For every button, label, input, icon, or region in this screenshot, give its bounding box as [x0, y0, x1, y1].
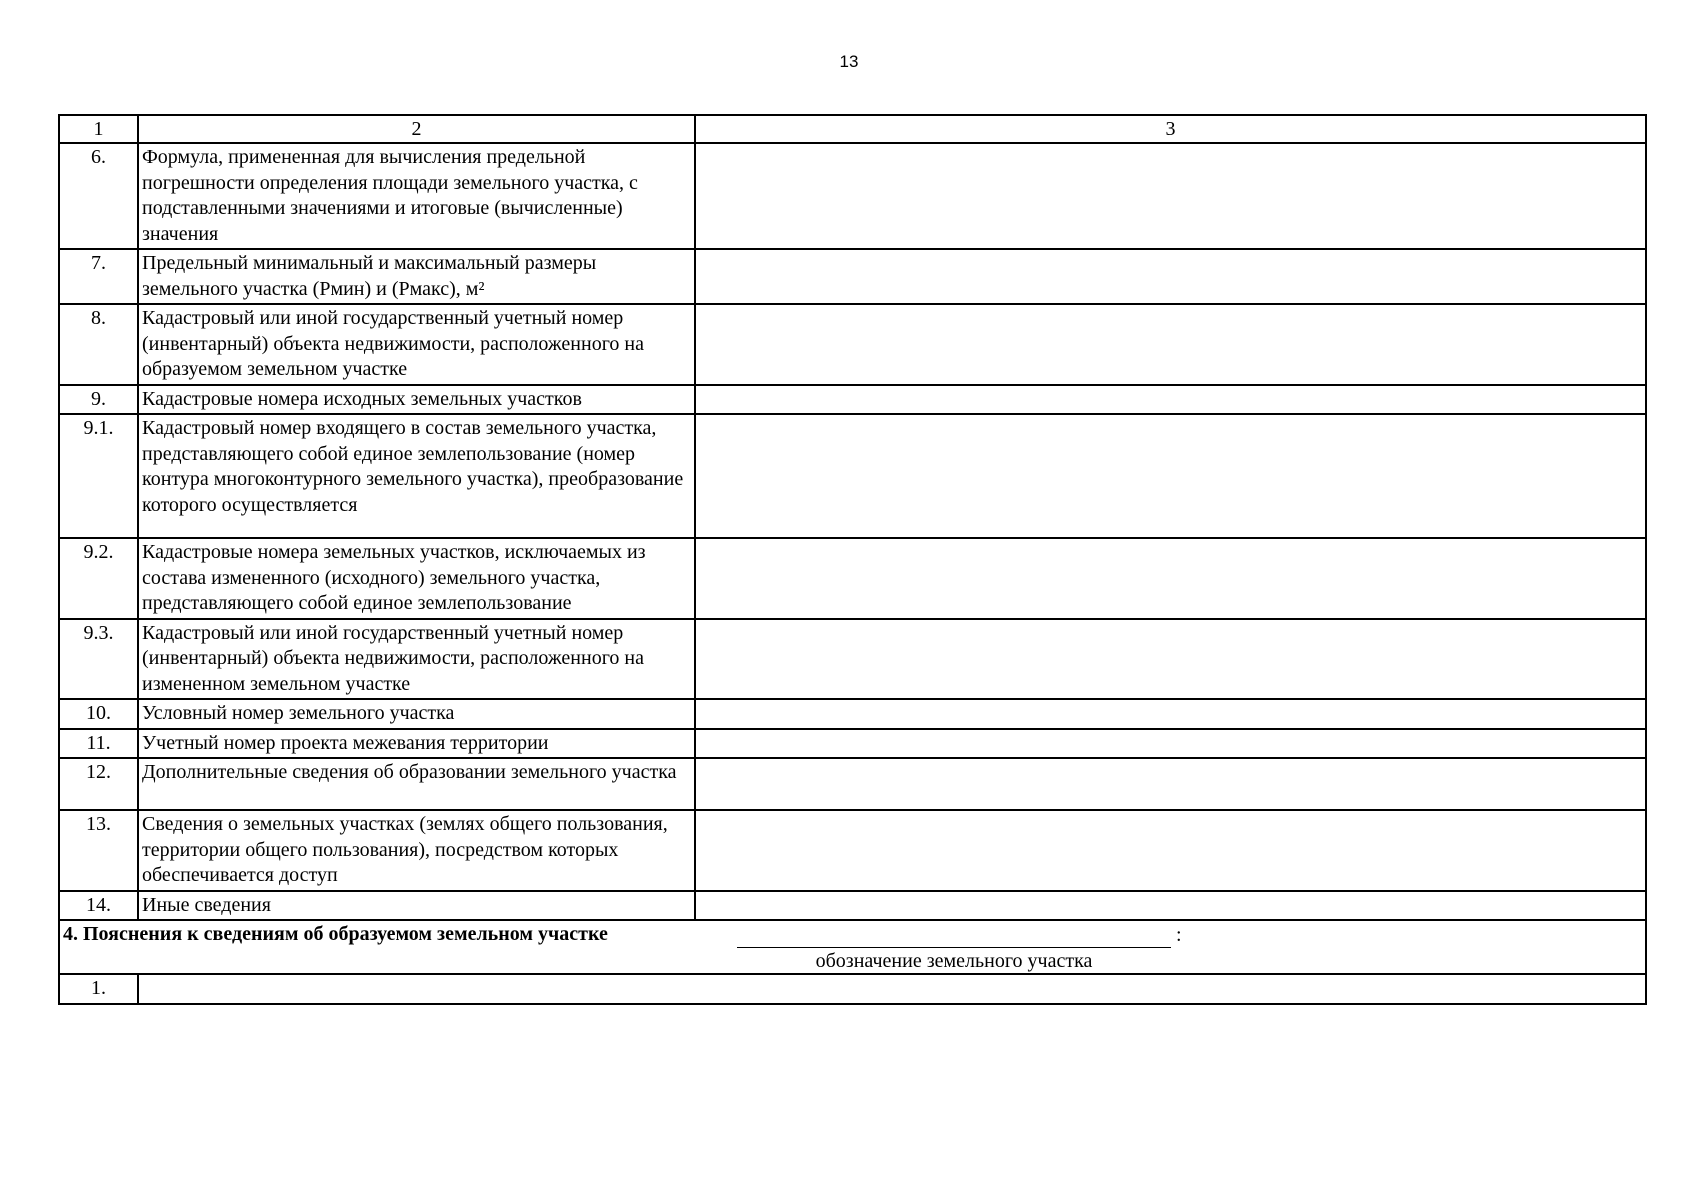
row-label: Учетный номер проекта межевания территории	[138, 729, 695, 759]
section-title: 4. Пояснения к сведениям об образуемом земельном участке	[63, 923, 608, 945]
row-value-cell[interactable]	[695, 538, 1646, 619]
row-value-cell[interactable]	[695, 249, 1646, 304]
row-value-cell[interactable]	[695, 810, 1646, 891]
row-number: 7.	[59, 249, 138, 304]
page-number: 13	[839, 52, 859, 71]
table-row-12	[59, 758, 1646, 810]
table-row-8	[59, 304, 1646, 385]
section-4-header-row	[59, 920, 1646, 974]
row-number: 10.	[59, 699, 138, 729]
table-row-11	[59, 729, 1646, 759]
row-label: Кадастровый или иной государственный учетный номер (инвентарный) объекта недвижимости, расположенного на измененном земельном участке	[138, 619, 695, 700]
row-label: Кадастровый или иной государственный учетный номер (инвентарный) объекта недвижимости, расположенного на образуемом земельном участке	[138, 304, 695, 385]
row-number: 12.	[59, 758, 138, 810]
row-number: 8.	[59, 304, 138, 385]
table-row-9	[59, 385, 1646, 415]
row-value-cell[interactable]	[695, 891, 1646, 921]
table-row-9-3	[59, 619, 1646, 700]
row-number: 6.	[59, 143, 138, 249]
plot-designation-field[interactable]	[737, 947, 1171, 948]
row-value-cell[interactable]	[695, 414, 1646, 538]
row-number: 13.	[59, 810, 138, 891]
row-value-cell[interactable]	[695, 304, 1646, 385]
row-number: 9.	[59, 385, 138, 415]
row-value-cell[interactable]	[695, 143, 1646, 249]
row-number: 9.1.	[59, 414, 138, 538]
row-label: Сведения о земельных участках (землях общего пользования, территории общего пользования), посредством которых обеспечивается доступ	[138, 810, 695, 891]
row-label: Формула, примененная для вычисления предельной погрешности определения площади земельного участка, с подставленными значениями и итоговые (вычисленные) значения	[138, 143, 695, 249]
row-number: 9.3.	[59, 619, 138, 700]
table-row-9-1	[59, 414, 1646, 538]
row-value-cell[interactable]	[695, 619, 1646, 700]
table-row-7	[59, 249, 1646, 304]
row-number: 9.2.	[59, 538, 138, 619]
table-row-14	[59, 891, 1646, 921]
row-label: Условный номер земельного участка	[138, 699, 695, 729]
row-value-cell[interactable]	[695, 699, 1646, 729]
table-row-10	[59, 699, 1646, 729]
row-value-cell[interactable]	[695, 385, 1646, 415]
row-number: 14.	[59, 891, 138, 921]
row-value-cell[interactable]	[695, 758, 1646, 810]
table-row-13	[59, 810, 1646, 891]
column-number-header-row	[59, 115, 1646, 143]
row-number: 11.	[59, 729, 138, 759]
row-value-cell[interactable]	[695, 729, 1646, 759]
row-label: Дополнительные сведения об образовании земельного участка	[138, 758, 695, 810]
section-4-header	[59, 920, 1646, 974]
colon: :	[1176, 924, 1182, 946]
column-header-3: 3	[695, 115, 1646, 143]
column-header-1: 1	[59, 115, 138, 143]
explanation-value-cell[interactable]	[138, 974, 1646, 1004]
row-label: Кадастровые номера исходных земельных участков	[138, 385, 695, 415]
row-label: Кадастровые номера земельных участков, исключаемых из состава измененного (исходного) земельного участка, представляющего собой единое землепользование	[138, 538, 695, 619]
row-number: 1.	[59, 974, 138, 1004]
row-label: Предельный минимальный и максимальный размеры земельного участка (Рмин) и (Рмакс), м²	[138, 249, 695, 304]
row-label: Кадастровый номер входящего в состав земельного участка, представляющего собой единое землепользование (номер контура многоконтурного земельного участка), преобразование которого осуществляется	[138, 414, 695, 538]
column-header-2: 2	[138, 115, 695, 143]
row-label: Иные сведения	[138, 891, 695, 921]
plot-designation-caption: обозначение земельного участка	[815, 950, 1093, 972]
table-row-6	[59, 143, 1646, 249]
land-plot-info-table	[58, 114, 1647, 1005]
table-row-9-2	[59, 538, 1646, 619]
section-4-row-1	[59, 974, 1646, 1004]
